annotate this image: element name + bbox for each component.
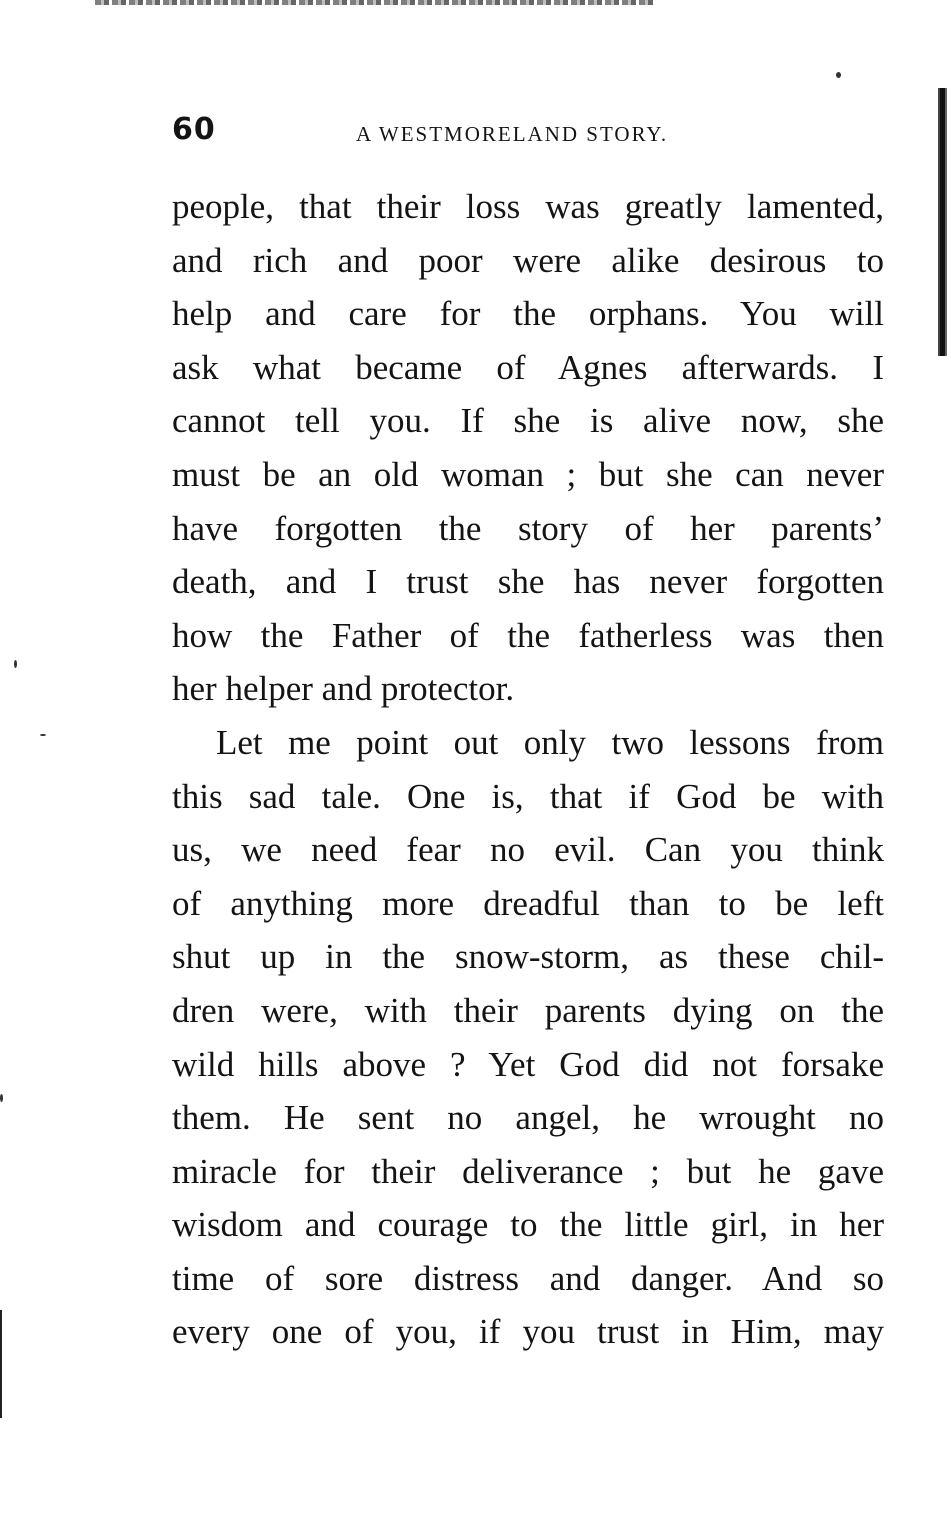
- text-line: wild hills above ? Yet God did not forsake: [172, 1044, 884, 1084]
- text-line: help and care for the orphans. You will: [172, 294, 884, 334]
- text-line: death, and I trust she has never forgotten: [172, 562, 884, 602]
- scan-speck: [0, 1094, 3, 1102]
- text-line: this sad tale. One is, that if God be with: [172, 776, 884, 816]
- scan-speck: [40, 734, 46, 736]
- text-line: have forgotten the story of her parents’: [172, 508, 884, 548]
- text-line: shut up in the snow-storm, as these chil-: [172, 937, 884, 977]
- text-line: dren were, with their parents dying on the: [172, 990, 884, 1030]
- text-line: must be an old woman ; but she can never: [172, 454, 884, 494]
- scan-speck: [14, 660, 17, 668]
- scan-edge-line: [0, 1310, 2, 1418]
- page-number: 60: [172, 112, 216, 147]
- scan-speck: [836, 72, 841, 78]
- scan-binding-shadow: [938, 88, 947, 356]
- text-line: of anything more dreadful than to be left: [172, 883, 884, 923]
- text-line: us, we need fear no evil. Can you think: [172, 830, 884, 870]
- scan-edge-artifact: [95, 0, 655, 5]
- text-line: how the Father of the fatherless was then: [172, 615, 884, 655]
- text-line: cannot tell you. If she is alive now, she: [172, 401, 884, 441]
- running-head: A WESTMORELAND STORY.: [356, 122, 669, 146]
- text-line: wisdom and courage to the little girl, in her: [172, 1205, 884, 1245]
- body-text: [172, 180, 884, 1359]
- page-header: [172, 112, 884, 152]
- text-line: every one of you, if you trust in Him, may: [172, 1312, 884, 1352]
- text-line: Let me point out only two lessons from: [216, 722, 884, 762]
- text-line: time of sore distress and danger. And so: [172, 1258, 884, 1298]
- text-line: and rich and poor were alike desirous to: [172, 240, 884, 280]
- text-line: them. He sent no angel, he wrought no: [172, 1098, 884, 1138]
- text-line: people, that their loss was greatly lamented,: [172, 187, 884, 226]
- text-line: miracle for their deliverance ; but he gave: [172, 1151, 884, 1191]
- text-line: ask what became of Agnes afterwards. I: [172, 347, 884, 387]
- text-line: her helper and protector.: [172, 669, 515, 709]
